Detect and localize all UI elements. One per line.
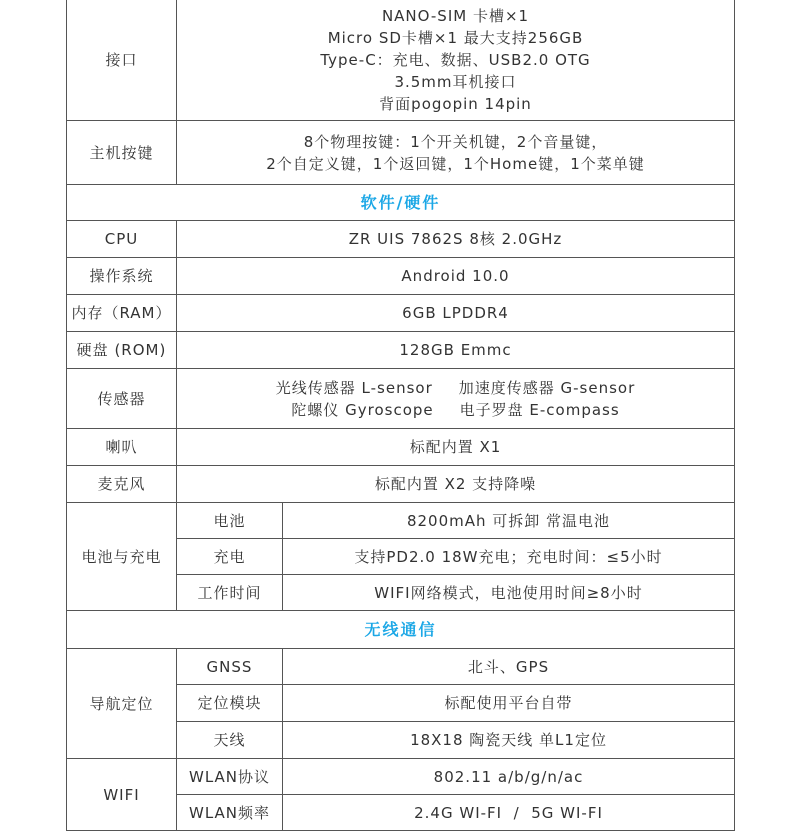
spec-row-gnss xyxy=(67,649,735,685)
section-row-software xyxy=(67,185,735,221)
sensor-line xyxy=(177,399,734,421)
sensor-accel: 加速度传感器 G-sensor xyxy=(458,378,636,397)
spec-row-wlan-protocol xyxy=(67,759,735,795)
interface-line: 3.5mm耳机接口 xyxy=(394,72,517,91)
spec-sublabel: 天线 xyxy=(177,722,283,759)
spec-value: ZR UIS 7862S 8核 2.0GHz xyxy=(177,221,735,258)
section-title-software: 软件/硬件 xyxy=(67,185,735,221)
spec-label: 内存（RAM） xyxy=(67,295,177,332)
spec-label: 接口 xyxy=(67,0,177,121)
spec-row-ram xyxy=(67,295,735,332)
spec-label: 操作系统 xyxy=(67,258,177,295)
spec-value: 128GB Emmc xyxy=(177,332,735,369)
spec-row-cpu xyxy=(67,221,735,258)
interface-line: Type-C：充电、数据、USB2.0 OTG xyxy=(320,50,591,69)
spec-label: 主机按键 xyxy=(67,121,177,185)
spec-row-sensors xyxy=(67,369,735,429)
spec-value: 8200mAh 可拆卸 常温电池 xyxy=(283,503,735,539)
spec-row-os xyxy=(67,258,735,295)
spec-row-interface xyxy=(67,0,735,121)
sensor-light: 光线传感器 L-sensor xyxy=(275,378,433,397)
spec-sublabel: 充电 xyxy=(177,539,283,575)
spec-table xyxy=(66,0,735,831)
spec-value: 标配内置 X1 xyxy=(177,429,735,466)
sensor-line xyxy=(177,377,734,399)
spec-value: 标配内置 X2 支持降噪 xyxy=(177,466,735,503)
spec-value: 标配使用平台自带 xyxy=(283,685,735,722)
spec-group-label: 导航定位 xyxy=(67,649,177,759)
spec-label: 硬盘 (ROM) xyxy=(67,332,177,369)
spec-row-mic xyxy=(67,466,735,503)
buttons-line: 2个自定义键，1个返回键，1个Home键，1个菜单键 xyxy=(266,154,645,173)
spec-value: 支持PD2.0 18W充电；充电时间：≤5小时 xyxy=(283,539,735,575)
spec-value: WIFI网络模式，电池使用时间≥8小时 xyxy=(283,575,735,611)
spec-value: Android 10.0 xyxy=(177,258,735,295)
spec-sublabel: GNSS xyxy=(177,649,283,685)
spec-value xyxy=(177,121,735,185)
spec-row-speaker xyxy=(67,429,735,466)
sensor-compass: 电子罗盘 E-compass xyxy=(459,400,620,419)
spec-value: 6GB LPDDR4 xyxy=(177,295,735,332)
spec-group-label: 电池与充电 xyxy=(67,503,177,611)
interface-line: NANO-SIM 卡槽×1 xyxy=(381,6,530,25)
spec-label: 麦克风 xyxy=(67,466,177,503)
spec-label: CPU xyxy=(67,221,177,258)
spec-sublabel: 电池 xyxy=(177,503,283,539)
spec-value xyxy=(177,369,735,429)
spec-value xyxy=(177,0,735,121)
buttons-line: 8个物理按键：1个开关机键，2个音量键， xyxy=(303,132,608,151)
interface-line: Micro SD卡槽×1 最大支持256GB xyxy=(327,28,584,47)
sensor-gyro: 陀螺仪 Gyroscope xyxy=(291,400,434,419)
spec-row-battery xyxy=(67,503,735,539)
spec-value: 北斗、GPS xyxy=(283,649,735,685)
spec-value: 2.4G WI-FI / 5G WI-FI xyxy=(283,795,735,831)
spec-sublabel: WLAN频率 xyxy=(177,795,283,831)
spec-sublabel: 定位模块 xyxy=(177,685,283,722)
spec-group-label: WIFI xyxy=(67,759,177,831)
spec-value: 18X18 陶瓷天线 单L1定位 xyxy=(283,722,735,759)
section-row-wireless xyxy=(67,611,735,649)
spec-sublabel: 工作时间 xyxy=(177,575,283,611)
spec-row-rom xyxy=(67,332,735,369)
spec-sublabel: WLAN协议 xyxy=(177,759,283,795)
section-title-wireless: 无线通信 xyxy=(67,611,735,649)
spec-value: 802.11 a/b/g/n/ac xyxy=(283,759,735,795)
spec-label: 喇叭 xyxy=(67,429,177,466)
spec-label: 传感器 xyxy=(67,369,177,429)
spec-row-buttons xyxy=(67,121,735,185)
interface-line: 背面pogopin 14pin xyxy=(379,94,532,113)
